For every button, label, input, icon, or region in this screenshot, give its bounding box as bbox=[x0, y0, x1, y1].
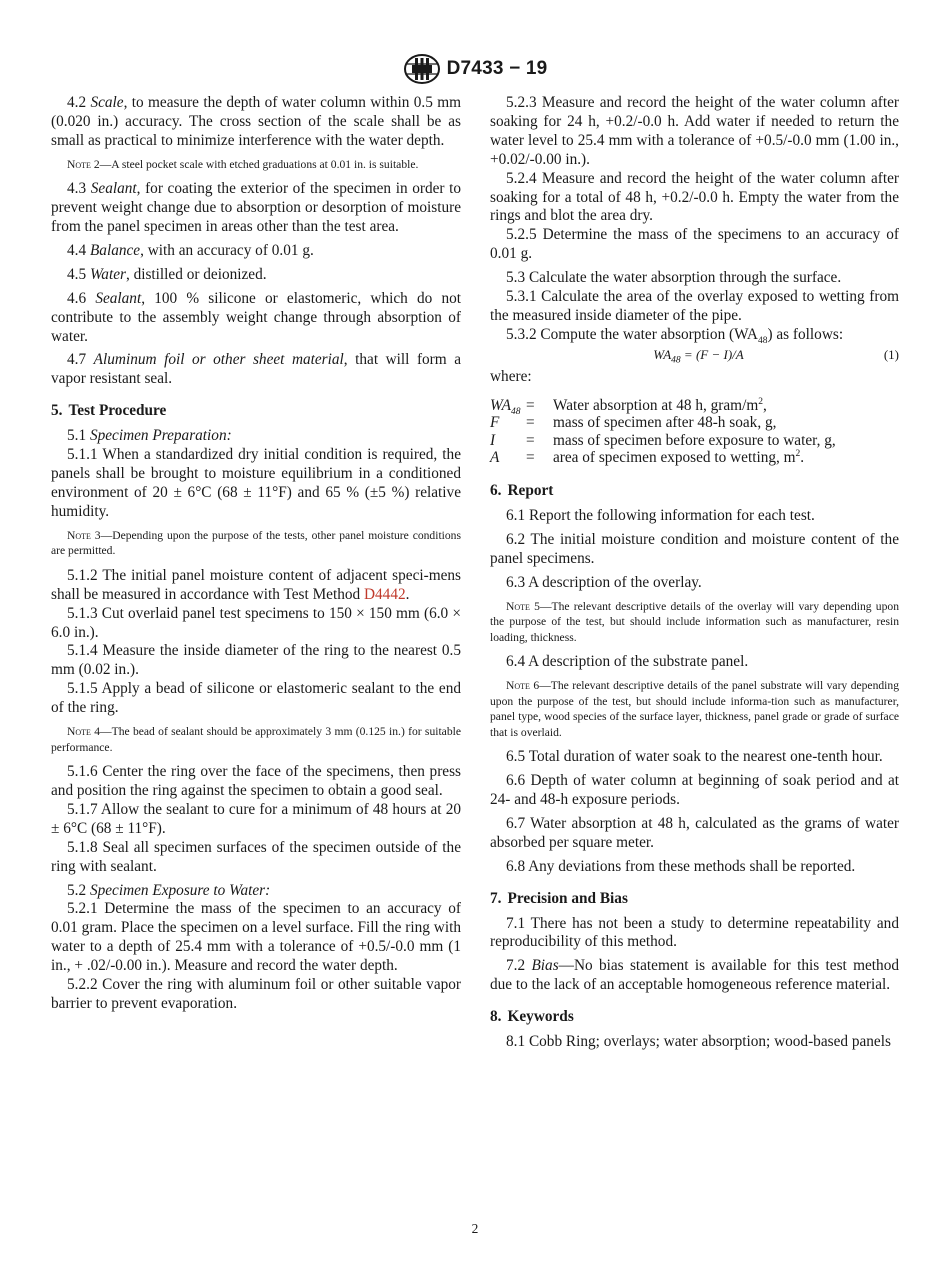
variable-definition: mass of specimen before exposure to water, g, bbox=[553, 431, 836, 449]
section-8-heading: 8. Keywords bbox=[490, 1008, 574, 1026]
section-6-7: 6.7 Water absorption at 48 h, calculated as the grams of water absorbed per square meter. bbox=[490, 814, 899, 851]
variable-equals: = bbox=[526, 431, 535, 449]
section-5-2: 5.2 Specimen Exposure to Water: bbox=[67, 881, 271, 899]
note-2: Note 2—A steel pocket scale with etched graduations at 0.01 in. is suitable. bbox=[67, 157, 419, 171]
section-5-3: 5.3 Calculate the water absorption through the surface. bbox=[506, 269, 842, 287]
d4442-link[interactable]: D4442 bbox=[363, 585, 406, 603]
section-6-8: 6.8 Any deviations from these methods shall be reported. bbox=[506, 857, 856, 875]
variable-row bbox=[490, 449, 836, 467]
section-4-4: 4.4 Balance, with an accuracy of 0.01 g. bbox=[67, 241, 314, 259]
note-6: Note 6—The relevant descriptive details of the panel substrate will vary depending upon the purpose of the test, but should include informa-tion such as manufacturer, panel type, wood species of the surface layer, thickness, panel grade or grade of surface that is overlaid. bbox=[490, 679, 899, 739]
document-designation: D7433 − 19 bbox=[446, 58, 548, 79]
section-4-6: 4.6 Sealant, 100 % silicone or elastomeric, which do not contribute to the assembly weight change through absorption of water. bbox=[51, 289, 462, 345]
section-5-heading: 5. Test Procedure bbox=[51, 402, 167, 420]
section-5-2-4: 5.2.4 Measure and record the height of the water column after soaking for a total of 48 h, +0.2/-0.0 h. Empty the water from the rings and blot the area dry. bbox=[490, 169, 899, 225]
variable-symbol: F bbox=[490, 414, 500, 432]
section-5-3-1: 5.3.1 Calculate the area of the overlay exposed to wetting from the measured inside diameter of the pipe. bbox=[490, 288, 899, 324]
variable-symbol: A bbox=[490, 449, 500, 467]
section-5-1-1: 5.1.1 When a standardized dry initial condition is required, the panels shall be brought to moisture equilibrium in a conditioned environment of 20 ± 6°C (68 ± 11°F) and 65 % (±5 %) relative humidity. bbox=[51, 446, 461, 520]
section-6-heading: 6. Report bbox=[490, 482, 554, 500]
section-4-7: 4.7 Aluminum foil or other sheet material, that will form a vapor resistant seal. bbox=[51, 351, 461, 388]
note-4: Note 4—The bead of sealant should be approximately 3 mm (0.125 in.) for suitable performance. bbox=[51, 725, 461, 754]
variable-row bbox=[490, 432, 836, 450]
section-4-2: 4.2 Scale, to measure the depth of water column within 0.5 mm (0.020 in.) accuracy. The cross section of the scale shall be as small as practical to minimize interference with the water depth. bbox=[51, 94, 461, 149]
equation-1 bbox=[490, 347, 899, 366]
variable-definition: area of specimen exposed to wetting, $m^2$. bbox=[553, 449, 805, 467]
where-label: where: bbox=[490, 367, 532, 385]
variable-definition: mass of specimen after 48-h soak, g, bbox=[553, 414, 777, 432]
astm-logo-icon bbox=[403, 53, 441, 85]
variable-symbol: $WA_{48}$ bbox=[490, 396, 521, 417]
section-7-2: 7.2 Bias—No bias statement is available for this test method due to the lack of an acceptable homogeneous reference material. bbox=[490, 957, 899, 994]
page-number: 2 bbox=[471, 1221, 479, 1236]
section-7-heading: 7. Precision and Bias bbox=[490, 889, 628, 907]
section-7-1: 7.1 There has not been a study to determine repeatability and reproducibility of this method. bbox=[490, 914, 899, 951]
right-column bbox=[490, 94, 899, 1057]
page-header bbox=[0, 52, 950, 86]
note-5: Note 5—The relevant descriptive details of the overlay will vary depending upon the purpose of the test, but should include information such as manufacturer, resin loading, thickness. bbox=[490, 599, 899, 644]
section-4-3: 4.3 Sealant, for coating the exterior of the specimen in order to prevent weight change due to absorption or desorption of moisture from the panel specimen in areas other than the test area. bbox=[51, 180, 461, 236]
variable-row bbox=[490, 414, 836, 432]
section-6-4: 6.4 A description of the substrate panel. bbox=[506, 653, 749, 671]
section-6-3: 6.3 A description of the overlay. bbox=[506, 573, 702, 591]
section-6-6: 6.6 Depth of water column at beginning of soak period and at 24- and 48-h exposure periods. bbox=[490, 772, 899, 808]
section-5-2-2: 5.2.2 Cover the ring with aluminum foil or other suitable vapor barrier to prevent evaporation. bbox=[51, 976, 462, 1012]
section-5-2-5: 5.2.5 Determine the mass of the specimens to an accuracy of 0.01 g. bbox=[490, 226, 899, 263]
section-5-1-2: 5.1.2 The initial panel moisture content of adjacent speci-mens shall be measured in accordance with Test Method D4442. bbox=[51, 566, 461, 603]
section-6-5: 6.5 Total duration of water soak to the nearest one-tenth hour. bbox=[506, 748, 883, 766]
section-6-1: 6.1 Report the following information for each test. bbox=[506, 507, 815, 525]
section-8-1: 8.1 Cobb Ring; overlays; water absorption; wood-based panels bbox=[506, 1033, 891, 1051]
variable-definition: Water absorption at 48 h, gram/$m^2$, bbox=[553, 396, 767, 414]
left-column bbox=[51, 94, 461, 1014]
variable-equals: = bbox=[526, 414, 535, 432]
section-5-2-3: 5.2.3 Measure and record the height of the water column after soaking for 24 h, +0.2/-0.0 h. Add water if needed to return the water level to 25.4 mm with a tolerance of +0.5/-0.0 mm (1.00 in., +0.02/-0.00 in.). bbox=[490, 94, 899, 168]
section-5-1-4: 5.1.4 Measure the inside diameter of the ring to the nearest 0.5 mm (0.02 in.). bbox=[51, 642, 461, 679]
equation-number: (1) bbox=[883, 346, 899, 362]
variable-row bbox=[490, 397, 836, 415]
note-3: Note 3—Depending upon the purpose of the tests, other panel moisture conditions are permitted. bbox=[51, 528, 461, 558]
section-5-3-2: 5.3.2 Compute the water absorption $(WA_{48})$ as follows: bbox=[506, 325, 844, 346]
section-4-5: 4.5 Water, distilled or deionized. bbox=[67, 265, 267, 283]
equation-formula: $WA_{48} = (F - I)/A$ bbox=[653, 346, 744, 366]
section-5-1-7: 5.1.7 Allow the sealant to cure for a minimum of 48 hours at 20 ± 6°C (68 ± 11°F). bbox=[51, 800, 461, 837]
variable-symbol: I bbox=[490, 431, 496, 449]
section-5-1-6: 5.1.6 Center the ring over the face of the specimens, then press and position the ring against the specimen to obtain a good seal. bbox=[51, 763, 461, 799]
variable-equals: = bbox=[526, 396, 535, 414]
section-6-2: 6.2 The initial moisture condition and moisture content of the panel specimens. bbox=[490, 530, 899, 567]
variable-equals: = bbox=[526, 449, 535, 467]
section-5-1: 5.1 Specimen Preparation: bbox=[67, 427, 232, 445]
section-5-1-5: 5.1.5 Apply a bead of silicone or elastomeric sealant to the end of the ring. bbox=[51, 680, 462, 717]
variable-definitions bbox=[490, 397, 836, 467]
section-5-1-3: 5.1.3 Cut overlaid panel test specimens to 150 × 150 mm (6.0 × 6.0 in.). bbox=[51, 604, 461, 641]
section-5-2-1: 5.2.1 Determine the mass of the specimen to an accuracy of 0.01 gram. Place the specimen on a level surface. Fill the ring with water to a depth of 25.4 mm with a tolerance of +0.5/-0.0 mm (1 in., + .02/-0.00 in.). Measure and record the water depth. bbox=[51, 900, 461, 975]
section-5-1-8: 5.1.8 Seal all specimen surfaces of the specimen outside of the ring with sealant. bbox=[51, 838, 461, 875]
